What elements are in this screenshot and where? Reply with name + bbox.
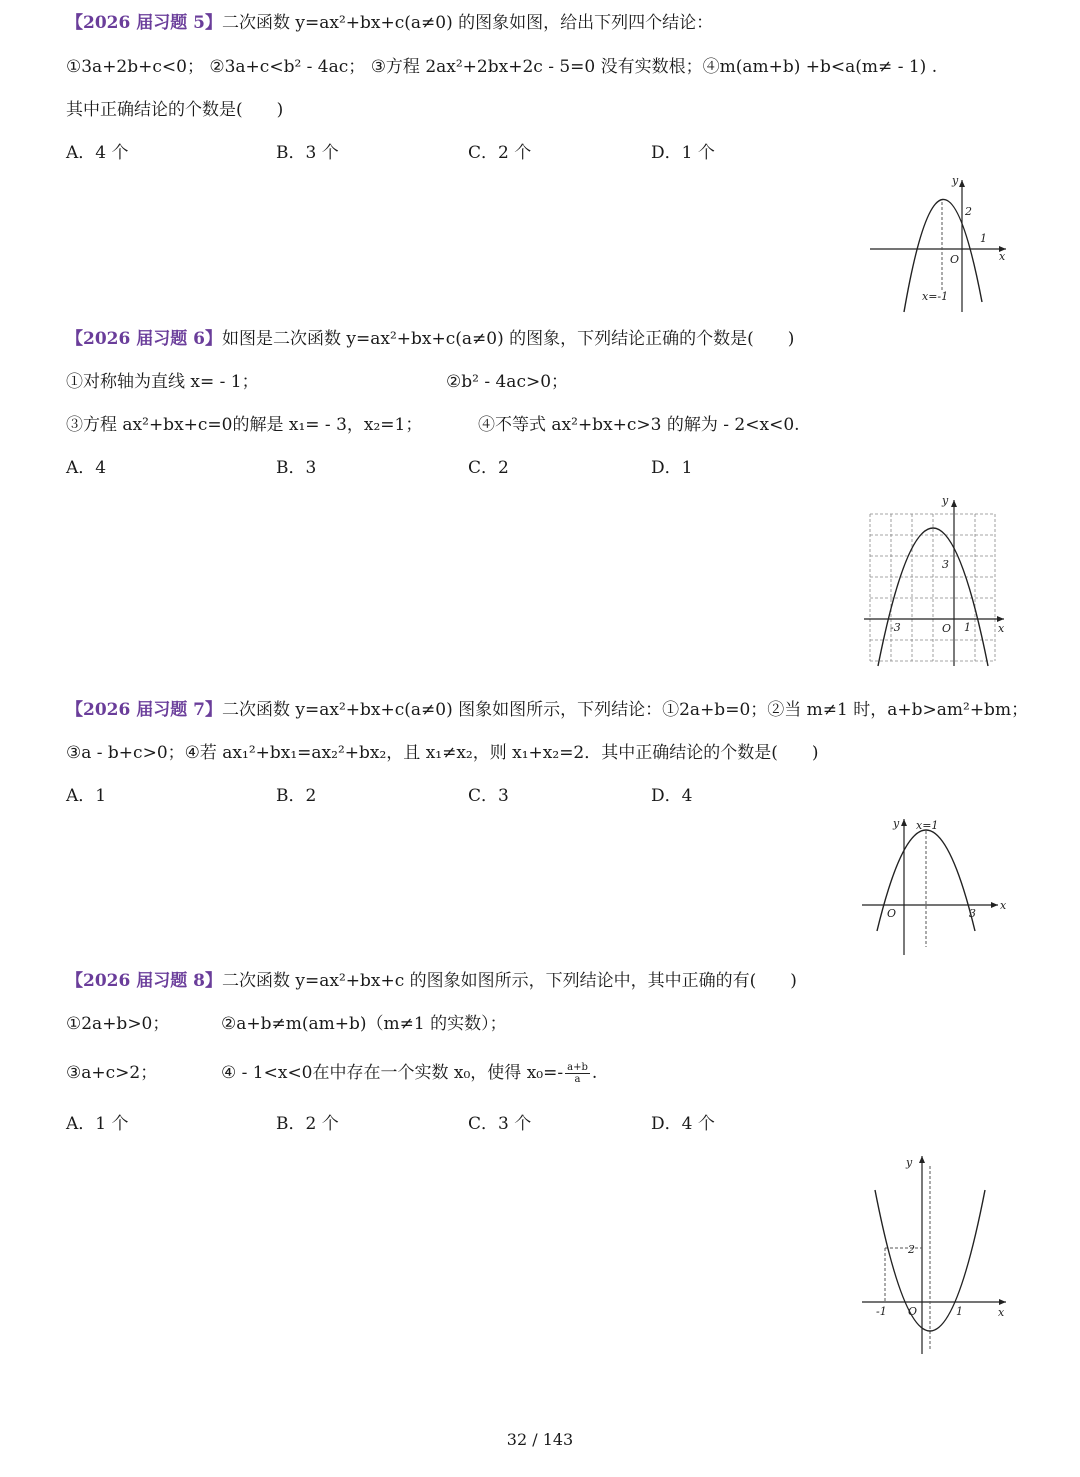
x-label: x xyxy=(1000,899,1007,912)
problem-8-c4-post: . xyxy=(591,1063,598,1083)
problem-7-figure xyxy=(860,813,1015,958)
problem-8-option-d[interactable]: D．4 个 xyxy=(651,1114,715,1134)
neg-one-label: -1 xyxy=(876,1305,887,1318)
pos-root-label: 1 xyxy=(964,621,971,634)
problem-6-c4: ④不等式 ax²+bx+c>3 的解为 - 2<x<0. xyxy=(478,415,800,435)
y-label: y xyxy=(952,174,959,187)
y-axis-arrow xyxy=(901,819,907,826)
problem-8-option-c[interactable]: C．3 个 xyxy=(468,1114,532,1134)
problem-6-figure xyxy=(862,494,1012,669)
x-label: x xyxy=(998,622,1005,635)
problem-5-stem-text: 二次函数 y=ax²+bx+c(a≠0) 的图象如图，给出下列四个结论： xyxy=(221,13,714,33)
problem-7-line2: ③a - b+c>0；④若 ax₁²+bx₁=ax₂²+bx₂，且 x₁≠x₂，则 x₁+x₂=2．其中正确结论的个数是( ) xyxy=(66,743,819,763)
value-label: 2 xyxy=(908,1243,915,1256)
x-axis-arrow xyxy=(991,902,998,908)
problem-8-c4 xyxy=(221,1054,597,1092)
problem-5-option-d[interactable]: D．1 个 xyxy=(651,143,715,163)
origin-label: O xyxy=(887,907,897,920)
problem-8-stem-text: 二次函数 y=ax²+bx+c 的图象如图所示，下列结论中，其中正确的有( ) xyxy=(221,971,797,991)
problem-6-option-a[interactable]: A．4 xyxy=(66,458,107,478)
problem-6-stem-text: 如图是二次函数 y=ax²+bx+c(a≠0) 的图象，下列结论正确的个数是( ) xyxy=(221,329,795,349)
problem-7-stem-text: 二次函数 y=ax²+bx+c(a≠0) 图象如图所示，下列结论：①2a+b=0；②当 m≠1 时，a+b>am²+bm； xyxy=(221,700,1029,720)
problem-8-option-a[interactable]: A．1 个 xyxy=(66,1114,129,1134)
fraction-numerator: a+b xyxy=(567,1062,588,1073)
axis-label: x=-1 xyxy=(922,290,949,303)
axis-label: x=1 xyxy=(916,819,939,832)
origin-label: O xyxy=(950,253,960,266)
problem-7-option-a[interactable]: A．1 xyxy=(66,786,107,806)
fraction xyxy=(565,1062,590,1085)
intercept-label: 2 xyxy=(965,205,972,218)
problem-8-option-b[interactable]: B．2 个 xyxy=(276,1114,339,1134)
neg-root-label: -3 xyxy=(890,621,901,634)
x-axis-arrow xyxy=(999,1299,1006,1305)
y-axis-arrow xyxy=(951,500,957,507)
problem-5-option-c[interactable]: C．2 个 xyxy=(468,143,532,163)
origin-label: O xyxy=(942,622,952,635)
problem-8-c4-pre: ④ - 1<x<0在中存在一个实数 x₀，使得 x₀=- xyxy=(221,1063,564,1083)
problem-7-stem xyxy=(66,699,1028,721)
pos-one-label: 1 xyxy=(956,1305,963,1318)
root-label: 1 xyxy=(980,232,987,245)
x-label: x xyxy=(998,1306,1005,1319)
problem-8-figure xyxy=(858,1152,1013,1357)
page-number: 32 / 143 xyxy=(506,1430,574,1449)
problem-6-option-c[interactable]: C．2 xyxy=(468,458,509,478)
problem-5-option-a[interactable]: A．4 个 xyxy=(66,143,129,163)
y-label: y xyxy=(906,1156,913,1169)
problem-7-option-c[interactable]: C．3 xyxy=(468,786,509,806)
problem-6-option-d[interactable]: D．1 xyxy=(651,458,693,478)
problem-8-c1: ①2a+b>0； xyxy=(66,1014,170,1034)
problem-7-option-d[interactable]: D．4 xyxy=(651,786,693,806)
problem-7-option-b[interactable]: B．2 xyxy=(276,786,317,806)
problem-6-tag: 【2026 届习题 6】 xyxy=(66,329,222,349)
problem-5-stem xyxy=(66,12,713,34)
problem-6-c1: ①对称轴为直线 x= - 1； xyxy=(66,372,259,392)
value-label: 3 xyxy=(942,558,949,571)
problem-8-tag: 【2026 届习题 8】 xyxy=(66,971,222,991)
problem-5-tag: 【2026 届习题 5】 xyxy=(66,13,222,33)
problem-5-conclusions: ①3a+2b+c<0； ②3a+c<b² - 4ac； ③方程 2ax²+2bx+2c - 5=0 没有实数根；④m(am+b) +b<a(m≠ - 1) . xyxy=(66,57,938,77)
problem-6-c3: ③方程 ax²+bx+c=0的解是 x₁= - 3，x₂=1； xyxy=(66,415,423,435)
problem-6-c2: ②b² - 4ac>0； xyxy=(446,372,569,392)
problem-6-stem xyxy=(66,328,794,350)
problem-5-figure xyxy=(866,172,1016,317)
y-label: y xyxy=(893,817,900,830)
grid xyxy=(870,514,995,661)
problem-5-option-b[interactable]: B．3 个 xyxy=(276,143,339,163)
problem-7-tag: 【2026 届习题 7】 xyxy=(66,700,222,720)
origin-label: O xyxy=(908,1305,918,1318)
y-label: y xyxy=(942,494,949,507)
fraction-denominator: a xyxy=(574,1074,581,1085)
problem-5-question: 其中正确结论的个数是( ) xyxy=(66,100,284,120)
y-axis-arrow xyxy=(959,180,965,187)
problem-8-c3: ③a+c>2； xyxy=(66,1063,158,1083)
problem-6-option-b[interactable]: B．3 xyxy=(276,458,317,478)
problem-8-c2: ②a+b≠m(am+b)（m≠1 的实数）； xyxy=(221,1014,507,1034)
root-label: 3 xyxy=(969,907,976,920)
problem-8-stem xyxy=(66,970,797,992)
x-label: x xyxy=(999,250,1006,263)
y-axis-arrow xyxy=(919,1156,925,1163)
